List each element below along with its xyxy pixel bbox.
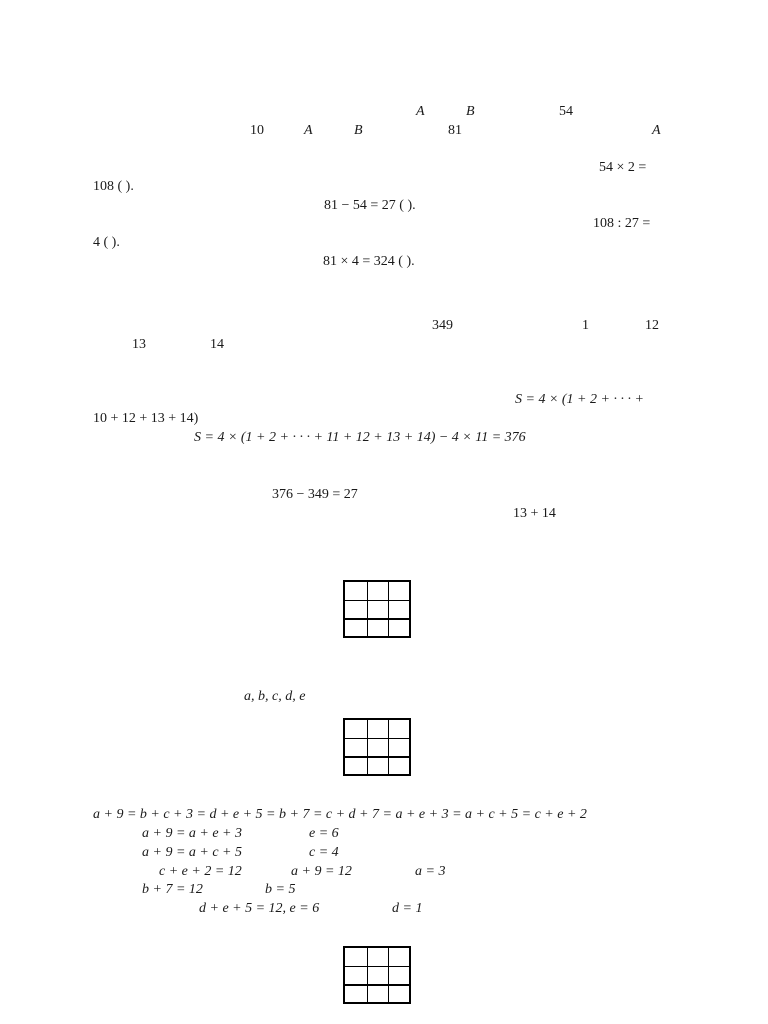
equation-line-end: 54 × 2 = — [599, 160, 647, 175]
grid-3x3 — [343, 718, 411, 776]
grid-3x3 — [343, 580, 411, 638]
grid-3x3 — [343, 946, 411, 1004]
equation: 81 × 4 = 324 ( ). — [323, 254, 415, 269]
var-a: A — [652, 123, 661, 138]
equation-result: a = 3 — [415, 864, 446, 879]
sum-equation-start: S = 4 × (1 + 2 + · · · + — [515, 392, 644, 407]
var-a: A — [416, 104, 425, 119]
number-12: 12 — [645, 318, 659, 333]
equation-result: b = 5 — [265, 882, 296, 897]
var-a: A — [304, 123, 313, 138]
equation-result: 4 ( ). — [93, 235, 120, 250]
equation: d + e + 5 = 12, e = 6 — [199, 901, 320, 916]
equation-result: e = 6 — [309, 826, 339, 841]
equation: a + 9 = a + e + 3 — [142, 826, 243, 841]
var-b: B — [354, 123, 363, 138]
equation: a + 9 = 12 — [291, 864, 352, 879]
var-b: B — [466, 104, 475, 119]
number-13: 13 — [132, 337, 146, 352]
equation: c + e + 2 = 12 — [159, 864, 242, 879]
sum-equation-full: S = 4 × (1 + 2 + · · · + 11 + 12 + 13 + 14) − 4 × 11 = 376 — [194, 430, 526, 445]
difference-equation: 376 − 349 = 27 — [272, 487, 358, 502]
equation: b + 7 = 12 — [142, 882, 203, 897]
equation: a + 9 = a + c + 5 — [142, 845, 243, 860]
number-81: 81 — [448, 123, 462, 138]
number-349: 349 — [432, 318, 453, 333]
pair-expression: 13 + 14 — [513, 506, 556, 521]
number-1: 1 — [582, 318, 589, 333]
equation-result: c = 4 — [309, 845, 339, 860]
sum-equation-continued: 10 + 12 + 13 + 14) — [93, 411, 199, 426]
number-54: 54 — [559, 104, 573, 119]
equation-result: d = 1 — [392, 901, 423, 916]
number-14: 14 — [210, 337, 224, 352]
number-10: 10 — [250, 123, 264, 138]
equation-result: 108 ( ). — [93, 179, 134, 194]
equation-chain: a + 9 = b + c + 3 = d + e + 5 = b + 7 = c + d + 7 = a + e + 3 = a + c + 5 = c + e + 2 — [93, 807, 587, 822]
variable-list: a, b, c, d, e — [244, 689, 306, 704]
equation: 81 − 54 = 27 ( ). — [324, 198, 416, 213]
equation-line-end: 108 : 27 = — [593, 216, 651, 231]
